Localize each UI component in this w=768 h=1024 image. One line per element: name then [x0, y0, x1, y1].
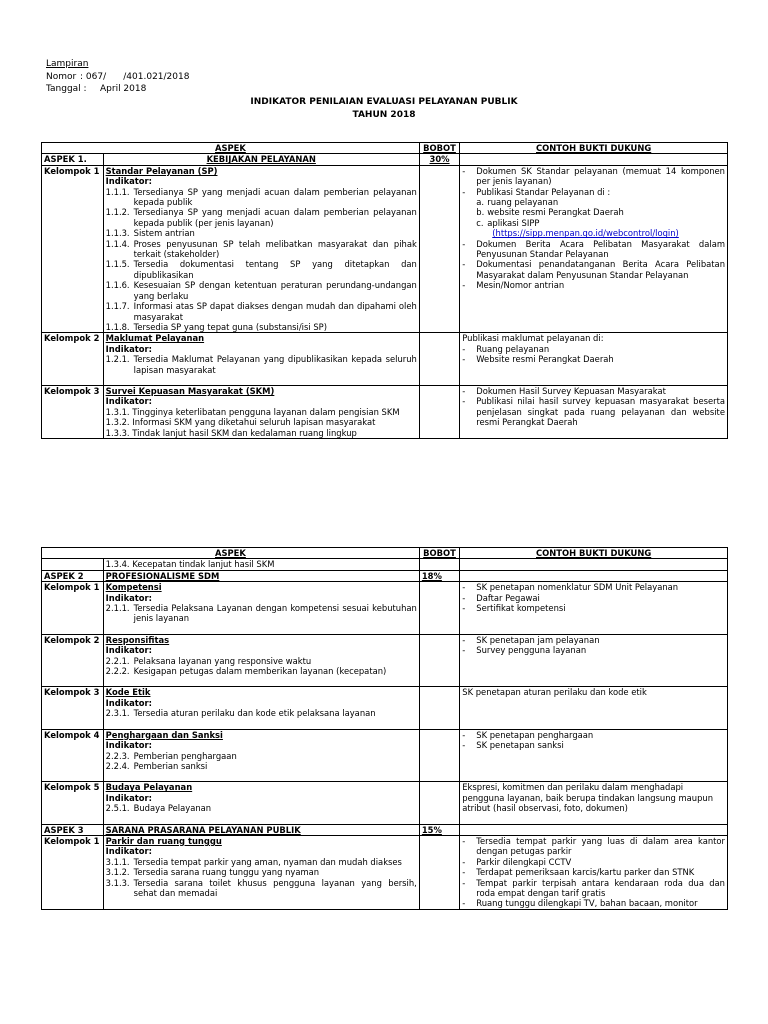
- evidence-item: - SK penetapan penghargaan: [462, 730, 725, 740]
- evidence-text: Ruang pelayanan: [476, 343, 550, 354]
- indikator-label: Indikator:: [105, 645, 153, 656]
- evidence-item: - Publikasi Standar Pelayanan di :: [462, 187, 725, 197]
- indicator-text: Tersedia dokumentasi tentang SP yang ditetapkan dan dipublikasikan: [133, 259, 417, 280]
- evidence-subitem: [462, 207, 725, 217]
- evidence-item: - Website resmi Perangkat Daerah: [462, 354, 725, 364]
- evidence-text: SK penetapan penghargaan: [476, 729, 594, 740]
- bobot-empty: [419, 385, 459, 438]
- indikator-label: Indikator:: [105, 846, 153, 857]
- evidence-subitem: [462, 197, 725, 207]
- kelompok-label: Kelompok 3: [42, 385, 104, 438]
- aspek-3-row: [42, 824, 728, 835]
- indicator-table-2: [41, 547, 728, 910]
- evidence-item: - Publikasi nilai hasil survey kepuasan masyarakat beserta penjelasan singkat pada ruang pelayanan dan website resmi Perangkat Daerah: [462, 396, 725, 428]
- evidence-item: - Mesin/Nomor antrian: [462, 280, 725, 290]
- evidence-intro: Publikasi maklumat pelayanan di:: [462, 333, 604, 344]
- indicator-text: Tersedia Pelaksana Layanan dengan kompetensi sesuai kebutuhan jenis layanan: [133, 603, 417, 624]
- indicator-number: 2.2.3.: [105, 750, 130, 761]
- indicator-text: Budaya Pelayanan: [133, 803, 212, 814]
- indicator-number: 1.2.1.: [105, 354, 130, 365]
- tanggal-row: [46, 83, 189, 96]
- kelompok-label: Kelompok 1: [42, 835, 104, 909]
- kelompok-indicators: [103, 165, 419, 333]
- indicator-text: Tersedianya SP yang menjadi acuan dalam pemberian pelayanan kepada publik: [133, 186, 417, 208]
- continued-indicator: 1.3.4. Kecepatan tindak lanjut hasil SKM: [103, 559, 419, 570]
- indicator-number: 1.1.8.: [105, 321, 130, 332]
- nomor-label: Nomor: [46, 71, 77, 82]
- kelompok-title: Budaya Pelayanan: [105, 782, 193, 793]
- evidence-item: - SK penetapan jam pelayanan: [462, 635, 725, 645]
- indicator-item: [106, 207, 417, 228]
- evidence-cell: [460, 385, 728, 438]
- bobot-empty: [419, 782, 459, 824]
- evidence-item: - Ruang tunggu dilengkapi TV, bahan bacaan, monitor: [462, 898, 725, 908]
- aspek-3-label: ASPEK 3: [42, 824, 104, 835]
- indicator-item: [106, 857, 417, 867]
- evidence-item: - Dokumen SK Standar pelayanan (memuat 14 komponen per jenis layanan): [462, 165, 725, 187]
- aspek-1-row: [42, 154, 728, 165]
- indicator-number: 2.3.1.: [105, 708, 130, 719]
- kelompok-indicators: [103, 582, 419, 635]
- evidence-item: - Survey pengguna layanan: [462, 645, 725, 655]
- indicator-text: Kesigapan petugas dalam memberikan layanan (kecepatan): [133, 666, 387, 677]
- indicator-number: 1.1.6.: [105, 280, 130, 291]
- evidence-text: Dokumen Hasil Survey Kepuasan Masyarakat: [476, 385, 666, 396]
- bobot-empty: [419, 835, 459, 909]
- indicator-number: 3.1.3.: [105, 877, 130, 888]
- evidence-text: Ruang tunggu dilengkapi TV, bahan bacaan, monitor: [476, 898, 698, 909]
- evidence-subtext: aplikasi SIPP: [487, 217, 540, 228]
- table-header-row: [42, 548, 728, 559]
- indicator-item: [106, 867, 417, 877]
- col-contoh: CONTOH BUKTI DUKUNG: [460, 548, 728, 559]
- indicator-number: 1.1.2.: [105, 207, 130, 218]
- evidence-subtext: ruang pelayanan: [487, 197, 559, 208]
- evidence-text: Website resmi Perangkat Daerah: [476, 354, 614, 365]
- indicator-number: 2.5.1.: [105, 803, 130, 814]
- subitem-mark: b.: [476, 207, 485, 218]
- indicator-item: [106, 187, 417, 208]
- nomor-value: : 067/ /401.021/2018: [80, 71, 190, 82]
- indicator-text: Pemberian penghargaan: [133, 750, 237, 761]
- evidence-text: Dokumentasi penandatanganan Berita Acara Pelibatan Masyarakat dalam Penyusunan Standar Pelayanan: [476, 259, 725, 280]
- kelompok-row: [42, 385, 728, 438]
- indicator-item: 1.3.2. Informasi SKM yang diketahui seluruh lapisan masyarakat: [105, 417, 376, 428]
- empty-cell: [460, 824, 728, 835]
- sipp-link-row: [462, 228, 725, 238]
- aspek-3-bobot: 15%: [419, 824, 459, 835]
- sipp-link[interactable]: (https://sipp.menpan.go.id/webcontrol/login): [492, 228, 679, 239]
- evidence-item: - Dokumen Hasil Survey Kepuasan Masyarakat: [462, 386, 725, 396]
- bobot-empty: [419, 165, 459, 333]
- tanggal-value: April 2018: [100, 84, 147, 94]
- evidence-item: - Ruang pelayanan: [462, 344, 725, 354]
- evidence-cell: [460, 165, 728, 333]
- kelompok-indicators: [103, 835, 419, 909]
- indicator-item: [106, 322, 417, 332]
- kelompok-row: [42, 165, 728, 333]
- bobot-empty: [419, 582, 459, 635]
- indicator-text: Tersedia aturan perilaku dan kode etik pelaksana layanan: [133, 708, 376, 719]
- evidence-text: Tempat parkir terpisah antara kendaraan roda dua dan roda empat dengan tarif gratis: [476, 877, 725, 898]
- aspek-2-title: PROFESIONALISME SDM: [103, 570, 419, 581]
- evidence-text: Publikasi Standar Pelayanan di :: [476, 186, 611, 197]
- evidence-text: Ekspresi, komitmen dan perilaku dalam menghadapi pengguna layanan, baik berupa tindakan langsung maupun atribut (hasil observasi, foto, dokumen): [462, 782, 714, 814]
- indicator-item: [106, 280, 417, 301]
- aspek-2-bobot: 18%: [419, 570, 459, 581]
- document-title: INDIKATOR PENILAIAN EVALUASI PELAYANAN PUBLIK: [250, 97, 518, 107]
- evidence-cell: [460, 835, 728, 909]
- indicator-item: [106, 228, 417, 238]
- empty-cell: [460, 570, 728, 581]
- indicator-text: Proses penyusunan SP telah melibatkan masyarakat dan pihak terkait (stakeholder): [133, 238, 417, 260]
- kelompok-title: Maklumat Pelayanan: [105, 333, 205, 344]
- kelompok-label: Kelompok 1: [42, 165, 104, 333]
- evidence-cell: [460, 582, 728, 635]
- col-aspek: ASPEK: [42, 143, 420, 154]
- tanggal-label: Tanggal :: [46, 84, 87, 94]
- evidence-text: Sertifikat kompetensi: [476, 603, 566, 614]
- bobot-empty: [419, 729, 459, 782]
- indicator-item: [106, 666, 417, 676]
- evidence-item: - Dokumentasi penandatanganan Berita Acara Pelibatan Masyarakat dalam Penyusunan Standar Pelayanan: [462, 259, 725, 280]
- aspek-3-title: SARANA PRASARANA PELAYANAN PUBLIK: [103, 824, 419, 835]
- evidence-text: Survey pengguna layanan: [476, 645, 587, 656]
- indicator-text: Kesesuaian SP dengan ketentuan peraturan perundang-undangan yang berlaku: [133, 280, 417, 301]
- indicator-text: Tersedia Maklumat Pelayanan yang dipublikasikan kepada seluruh lapisan masyarakat: [133, 354, 417, 375]
- aspek-1-title: KEBIJAKAN PELAYANAN: [103, 154, 419, 165]
- evidence-text: Dokumen Berita Acara Pelibatan Masyarakat dalam Penyusunan Standar Pelayanan: [476, 238, 725, 260]
- indicator-number: 3.1.2.: [105, 867, 130, 878]
- indicator-number: 1.1.7.: [105, 301, 130, 312]
- evidence-cell: [460, 687, 728, 729]
- kelompok-row: [42, 634, 728, 687]
- indicator-text: Sistem antrian: [133, 228, 195, 239]
- nomor-row: [46, 71, 189, 84]
- indicator-text: Pelaksana layanan yang responsive waktu: [133, 655, 312, 666]
- evidence-item: - SK penetapan nomenklatur SDM Unit Pelayanan: [462, 582, 725, 592]
- indicator-number: 2.2.2.: [105, 666, 130, 677]
- indicator-item: [106, 259, 417, 280]
- indicator-item: 1.3.3. Tindak lanjut hasil SKM dan kedalaman ruang lingkup: [105, 427, 357, 438]
- indicator-item: [106, 603, 417, 624]
- kelompok-indicators: [103, 385, 419, 438]
- indikator-label: Indikator:: [105, 740, 153, 751]
- indikator-label: Indikator:: [105, 396, 153, 407]
- indicator-item: [106, 761, 417, 771]
- indicator-item: [106, 803, 417, 813]
- kelompok-row: [42, 729, 728, 782]
- evidence-text: Publikasi nilai hasil survey kepuasan masyarakat beserta penjelasan singkat pada ruang pelayanan dan website resmi Perangkat Daerah: [476, 396, 725, 428]
- indicator-item: [106, 708, 417, 718]
- indicator-text: Pemberian sanksi: [133, 760, 208, 771]
- kelompok-indicators: [103, 687, 419, 729]
- empty-cell: [42, 559, 104, 570]
- bobot-empty: [419, 634, 459, 687]
- indicator-item: [106, 239, 417, 260]
- kelompok-label: Kelompok 2: [42, 333, 104, 386]
- indicator-text: Tersedia sarana toilet khusus pengguna layanan yang bersih, sehat dan memadai: [133, 877, 417, 898]
- kelompok-title: Penghargaan dan Sanksi: [105, 729, 223, 740]
- continuation-row: [42, 559, 728, 570]
- indikator-label: Indikator:: [105, 343, 153, 354]
- indikator-label: Indikator:: [105, 697, 153, 708]
- indicator-item: [106, 301, 417, 322]
- lampiran-label: Lampiran: [46, 59, 89, 69]
- indicator-number: 1.1.5.: [105, 259, 130, 270]
- evidence-item: - Tempat parkir terpisah antara kendaraan roda dua dan roda empat dengan tarif gratis: [462, 877, 725, 898]
- indicator-number: 2.2.1.: [105, 655, 130, 666]
- evidence-subitem: [462, 218, 725, 228]
- kelompok-title: Parkir dan ruang tunggu: [105, 835, 222, 846]
- indikator-label: Indikator:: [105, 592, 153, 603]
- evidence-cell: [460, 634, 728, 687]
- indicator-item: [106, 656, 417, 666]
- kelompok-label: Kelompok 4: [42, 729, 104, 782]
- indikator-label: Indikator:: [105, 792, 153, 803]
- evidence-item: - Terdapat pemeriksaan karcis/kartu parker dan STNK: [462, 867, 725, 877]
- indicator-number: 1.1.3.: [105, 228, 130, 239]
- evidence-cell: [460, 782, 728, 824]
- empty-cell: [419, 559, 459, 570]
- kelompok-row: [42, 333, 728, 386]
- kelompok-label: Kelompok 2: [42, 634, 104, 687]
- aspek-2-label: ASPEK 2: [42, 570, 104, 581]
- indicator-item: [106, 354, 417, 375]
- aspek-2-row: [42, 570, 728, 581]
- evidence-text: SK penetapan nomenklatur SDM Unit Pelayanan: [476, 582, 679, 593]
- kelompok-title: Kompetensi: [105, 582, 162, 593]
- evidence-text: Terdapat pemeriksaan karcis/kartu parker dan STNK: [476, 867, 695, 878]
- indicator-text: Tersedia SP yang tepat guna (substansi/isi SP): [133, 321, 327, 332]
- indicator-table-1: [41, 142, 728, 439]
- bobot-empty: [419, 687, 459, 729]
- kelompok-title: Kode Etik: [105, 687, 151, 698]
- indicator-number: 3.1.1.: [105, 856, 130, 867]
- kelompok-row: [42, 782, 728, 824]
- aspek-1-bobot: 30%: [419, 154, 459, 165]
- subitem-mark: c.: [476, 217, 484, 228]
- indicator-number: 1.1.4.: [105, 238, 130, 249]
- col-contoh: CONTOH BUKTI DUKUNG: [460, 143, 728, 154]
- indicator-number: 1.1.1.: [105, 186, 130, 197]
- evidence-cell: [460, 729, 728, 782]
- kelompok-label: Kelompok 5: [42, 782, 104, 824]
- kelompok-indicators: [103, 634, 419, 687]
- indicator-text: Informasi atas SP dapat diakses dengan mudah dan dipahami oleh masyarakat: [133, 301, 417, 322]
- kelompok-title: Standar Pelayanan (SP): [105, 165, 218, 176]
- indicator-number: 2.2.4.: [105, 760, 130, 771]
- evidence-text: Dokumen SK Standar pelayanan (memuat 14 komponen per jenis layanan): [476, 165, 725, 187]
- evidence-text: SK penetapan jam pelayanan: [476, 634, 600, 645]
- evidence-text: Mesin/Nomor antrian: [476, 280, 565, 291]
- evidence-item: - Parkir dilengkapi CCTV: [462, 857, 725, 867]
- evidence-item: - Tersedia tempat parkir yang luas di dalam area kantor dengan petugas parkir: [462, 835, 725, 857]
- kelompok-row: [42, 835, 728, 909]
- evidence-text: SK penetapan aturan perilaku dan kode etik: [462, 687, 647, 698]
- indicator-number: 2.1.1.: [105, 603, 130, 614]
- indicator-text: Tersedia sarana ruang tunggu yang nyaman: [133, 867, 320, 878]
- indicator-text: Tersedianya SP yang menjadi acuan dalam pemberian pelayanan kepada publik (per jenis layanan): [133, 207, 417, 228]
- evidence-text: Daftar Pegawai: [476, 592, 540, 603]
- evidence-item: - SK penetapan sanksi: [462, 740, 725, 750]
- kelompok-indicators: [103, 782, 419, 824]
- indicator-item: [106, 751, 417, 761]
- subitem-mark: a.: [476, 197, 485, 208]
- evidence-item: - Dokumen Berita Acara Pelibatan Masyarakat dalam Penyusunan Standar Pelayanan: [462, 238, 725, 260]
- empty-cell: [460, 559, 728, 570]
- col-bobot: BOBOT: [419, 548, 459, 559]
- evidence-text: SK penetapan sanksi: [476, 740, 564, 751]
- kelompok-title: Responsifitas: [105, 634, 170, 645]
- col-aspek: ASPEK: [42, 548, 420, 559]
- evidence-text: Parkir dilengkapi CCTV: [476, 856, 572, 867]
- aspek-1-empty: [460, 154, 728, 165]
- aspek-1-label: ASPEK 1.: [42, 154, 104, 165]
- kelompok-row: [42, 687, 728, 729]
- indicator-item: 1.3.1. Tingginya keterlibatan pengguna layanan dalam pengisian SKM: [105, 406, 400, 417]
- indicator-text: Tersedia tempat parkir yang aman, nyaman dan mudah diakses: [133, 856, 402, 867]
- kelompok-title: Survei Kepuasan Masyarakat (SKM): [105, 385, 275, 396]
- kelompok-row: [42, 582, 728, 635]
- kelompok-label: Kelompok 3: [42, 687, 104, 729]
- indikator-label: Indikator:: [105, 176, 153, 187]
- kelompok-indicators: [103, 333, 419, 386]
- evidence-text: Tersedia tempat parkir yang luas di dalam area kantor dengan petugas parkir: [476, 835, 725, 857]
- kelompok-indicators: [103, 729, 419, 782]
- indicator-item: [106, 878, 417, 899]
- col-bobot: BOBOT: [419, 143, 459, 154]
- kelompok-label: Kelompok 1: [42, 582, 104, 635]
- evidence-item: - Sertifikat kompetensi: [462, 603, 725, 613]
- document-year: TAHUN 2018: [352, 110, 416, 120]
- evidence-item: - Daftar Pegawai: [462, 593, 725, 603]
- table-header-row: [42, 143, 728, 154]
- bobot-empty: [419, 333, 459, 386]
- letter-header: [46, 58, 189, 96]
- evidence-cell: [460, 333, 728, 386]
- evidence-subtext: website resmi Perangkat Daerah: [487, 207, 624, 218]
